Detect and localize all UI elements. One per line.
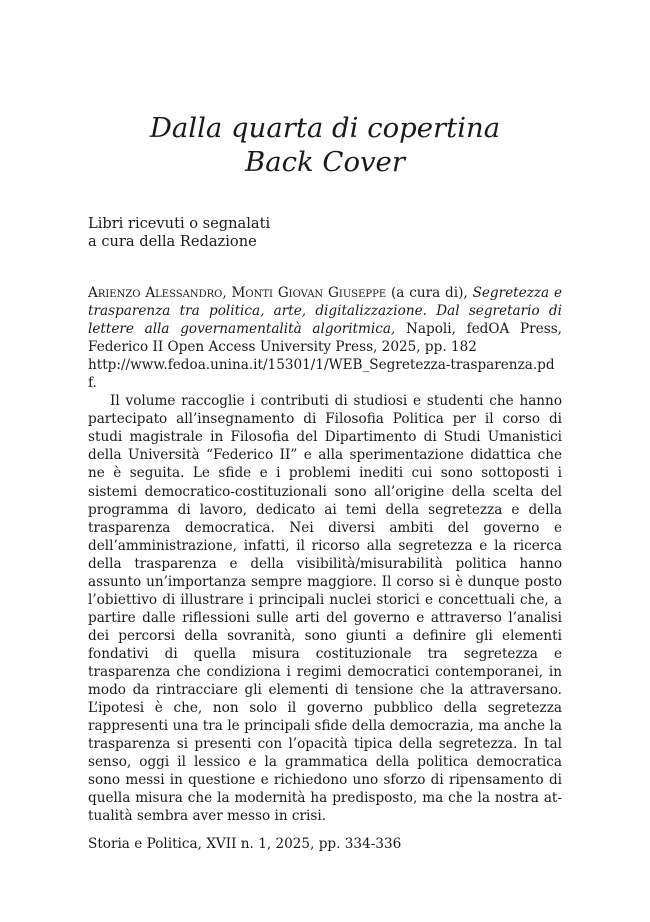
section-heading-line-1: Libri ricevuti o segnalati: [88, 215, 271, 232]
book-publisher: Napoli, fedOA Press, Federico II Open Access University Press, 2025, pp. 182: [88, 321, 562, 356]
book-title: Segretezza e trasparenza tra politica, arte, digitalizzazione. Dal segretario di lettere alla governamentalità algoritmica,: [88, 285, 563, 338]
book-reference: [88, 284, 562, 392]
book-editor-note: (a cura di),: [386, 285, 473, 301]
section-heading-line-2: a cura della Redazione: [88, 233, 257, 250]
section-heading: [88, 215, 270, 251]
page-title-line-1: Dalla quarta di copertina: [149, 112, 501, 144]
page-title-line-2: Back Cover: [245, 146, 405, 178]
page-title: [0, 111, 650, 179]
book-entry: [88, 284, 562, 825]
book-abstract: Il volume raccoglie i contributi di studiosi e studenti che hanno partecipato all’insegnamento di Filosofia Politica per il corso di studi magistrale in Filosofia del Dipartimento di Studi Umanistici della Università “Federico II” e alla sperimentazione didattica che ne è seguita. Le sfide e i problemi inediti cui sono sottoposti i sistemi democratico-costituzionali sono all’origine della scelta del programma di lavoro, dedicato ai temi della segretezza e della trasparenza democratica. Nei diversi ambiti del governo e dell’amministrazione, infatti, il ricorso alla segretezza e la ricerca della trasparenza e della visibilità/misurabilità politica hanno assunto un’importanza sempre maggiore. Il corso si è dunque posto l’obiettivo di illustrare i principali nuclei storici e concettuali che, a partire dalle riflessioni sulle arti del governo e attraverso l’analisi dei percorsi della sovranità, sono giunti a definire gli elementi fondativi di quella misura costituzionale tra segretezza e trasparenza che condiziona i regimi democratici contemporanei, in modo da rintracciare gli elementi di tensione che la attraversano. L’ipotesi è che, non solo il governo pubblico della segretezza rappresenti una tra le principali sfide della democrazia, ma anche la trasparenza si presenti con l’opacità tipica della segretezza. In tal senso, oggi il lessico e la grammatica della politica democratica sono messi in questione e richiedono uno sforzo di ripensamento di quella misura che la modernità ha predisposto, ma che la nostra attualità sembra aver messo in crisi.: [88, 393, 562, 825]
book-authors: Arienzo Alessandro, Monti Giovan Giuseppe: [88, 285, 387, 301]
book-url[interactable]: http://www.fedoa.unina.it/15301/1/WEB_Segretezza-trasparenza.pdf.: [88, 357, 555, 392]
page-footer: Storia e Politica, XVII n. 1, 2025, pp. 334-336: [88, 836, 402, 852]
